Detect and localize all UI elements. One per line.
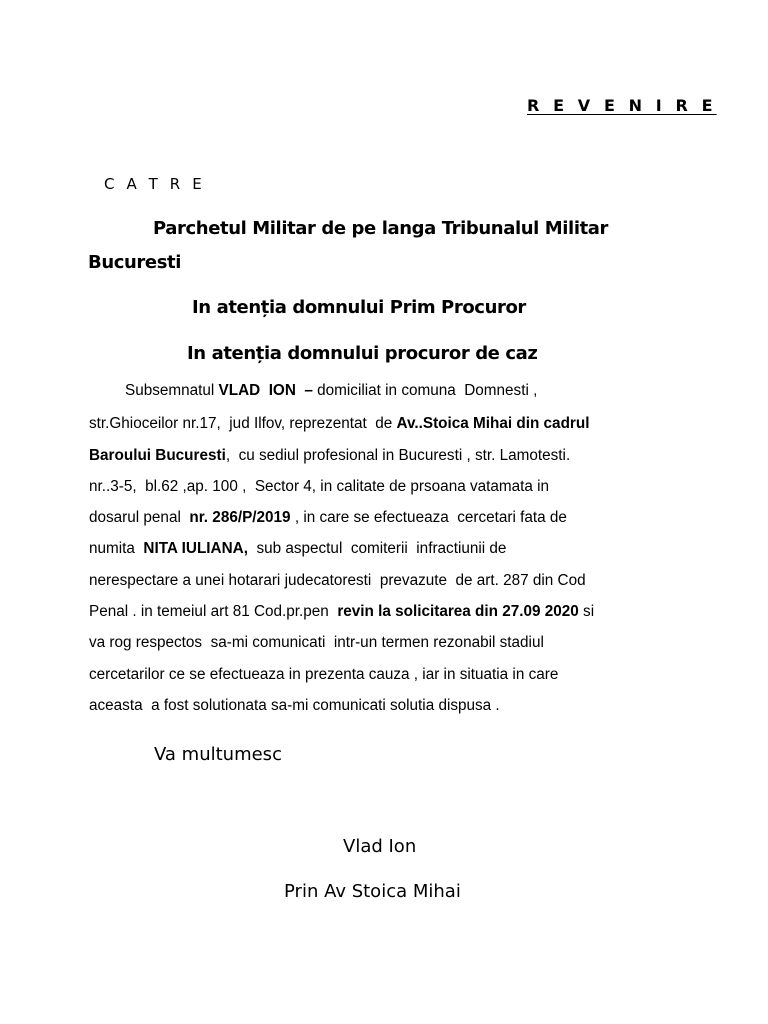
attention-line-1: In atenția domnului Prim Procuror <box>192 297 526 318</box>
recipient-line-1: Parchetul Militar de pe langa Tribunalul Militar <box>153 218 609 239</box>
body-text: Penal . in temeiul art 81 Cod.pr.pen <box>89 603 338 620</box>
body-text: , cu sediul profesional in Bucuresti , str. Lamotesti. <box>225 447 571 464</box>
signature-representative: Prin Av Stoica Mihai <box>284 881 461 902</box>
body-text: numita <box>89 540 144 557</box>
body-line <box>89 603 594 621</box>
body-line <box>89 666 558 684</box>
body-line <box>89 447 570 465</box>
body-line <box>89 415 589 433</box>
recipient-line-2: Bucuresti <box>88 252 181 273</box>
body-text: nr..3-5, bl.62 ,ap. 100 , Sector 4, in calitate de prsoana vatamata in <box>89 478 550 495</box>
body-line <box>89 509 567 527</box>
body-text: aceasta a fost solutionata sa-mi comunicati solutia dispusa . <box>89 697 500 714</box>
body-text: str.Ghioceilor nr.17, jud Ilfov, reprezentat de <box>89 415 397 432</box>
body-line <box>89 634 544 652</box>
body-text: sub aspectul comiterii infractiunii de <box>247 540 507 557</box>
body-line <box>125 382 537 400</box>
document-title: R E V E N I R E <box>527 96 717 115</box>
body-line <box>89 478 549 496</box>
signature-name: Vlad Ion <box>343 836 417 857</box>
attention-line-2: In atenția domnului procuror de caz <box>187 343 538 364</box>
body-text: , in care se efectueaza cercetari fata de <box>290 509 567 526</box>
body-line <box>89 540 506 558</box>
body-bold-text: Av..Stoica Mihai din cadrul <box>396 415 590 432</box>
body-text: si <box>578 603 595 620</box>
body-bold-text: NITA IULIANA, <box>143 540 248 557</box>
body-line <box>89 572 586 590</box>
body-bold-text: Baroului Bucuresti <box>89 447 226 464</box>
body-text: va rog respectos sa-mi comunicati intr-un termen rezonabil stadiul <box>89 634 544 651</box>
body-text: dosarul penal <box>89 509 190 526</box>
body-line <box>89 697 500 715</box>
body-bold-text: – <box>304 382 313 399</box>
body-bold-text: VLAD ION <box>218 382 296 399</box>
body-text: nerespectare a unei hotarari judecatoresti prevazute de art. 287 din Cod <box>89 572 586 589</box>
body-text: cercetarilor ce se efectueaza in prezenta cauza , iar in situatia in care <box>89 666 559 683</box>
body-bold-text: revin la solicitarea din 27.09 2020 <box>337 603 579 620</box>
addressee-label: C A T R E <box>104 175 206 193</box>
closing-text: Va multumesc <box>154 744 282 765</box>
body-text: domiciliat in comuna Domnesti , <box>312 382 538 399</box>
body-text: Subsemnatul <box>125 382 219 399</box>
body-bold-text: nr. 286/P/2019 <box>189 509 291 526</box>
